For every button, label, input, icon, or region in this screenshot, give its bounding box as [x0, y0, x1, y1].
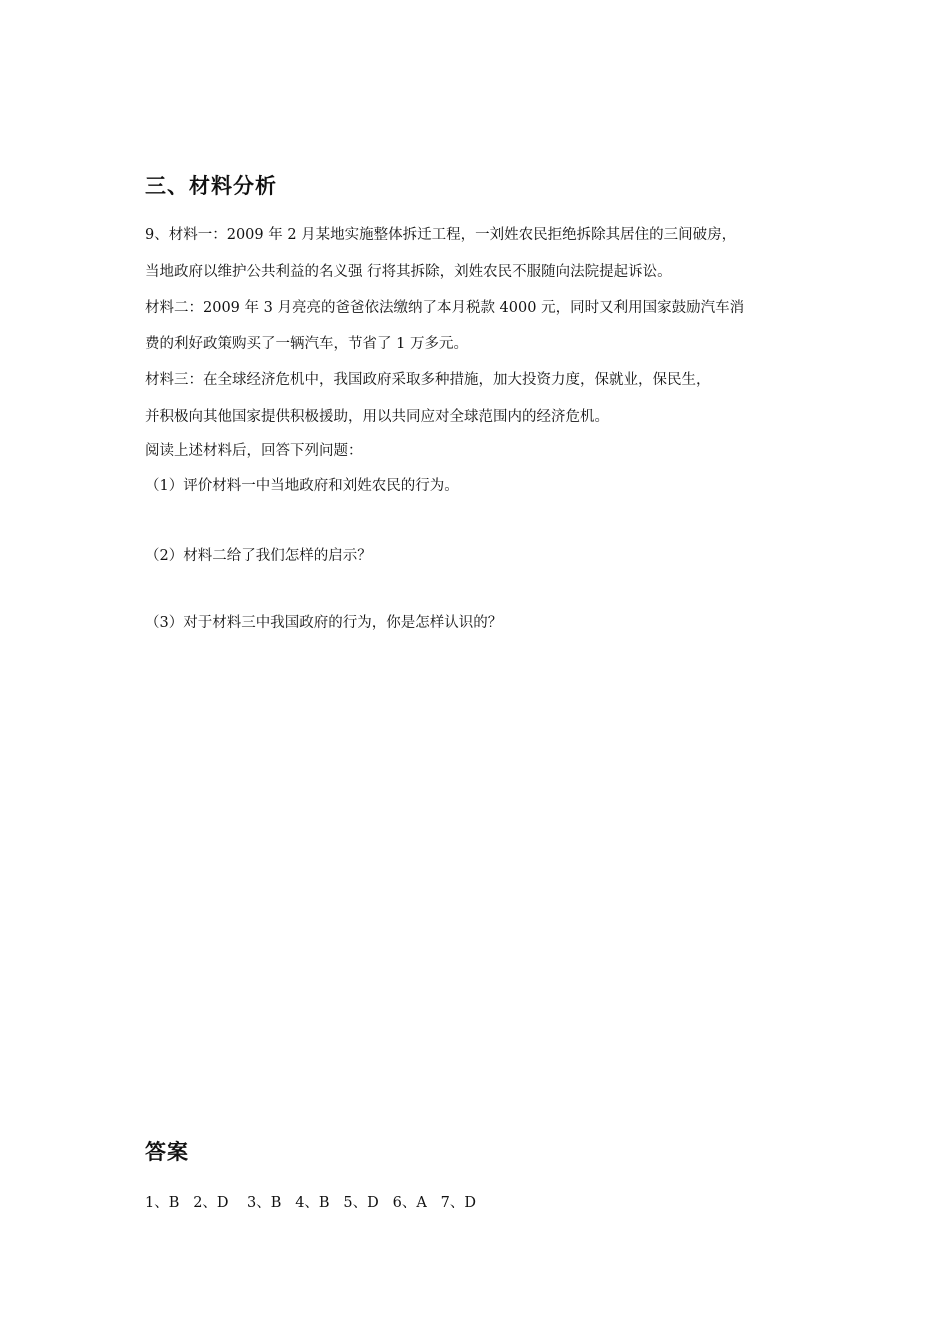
material-line-3: 材料二：2009 年 3 月亮亮的爸爸依法缴纳了本月税款 4000 元，同时又利用国家鼓励汽车消: [145, 300, 745, 316]
material-line-6: 并积极向其他国家提供积极援助，用以共同应对全球范围内的经济危机。: [145, 409, 609, 425]
material-line-1: 9、材料一：2009 年 2 月某地实施整体拆迁工程，一刘姓农民拒绝拆除其居住的三间破房，: [145, 227, 737, 243]
sub-question-1: （1）评价材料一中当地政府和刘姓农民的行为。: [145, 478, 459, 494]
sub-question-2: （2）材料二给了我们怎样的启示？: [145, 548, 372, 564]
section-title: 三、材料分析: [145, 174, 277, 198]
instruction-line: 阅读上述材料后，回答下列问题：: [145, 443, 363, 459]
answers-title: 答案: [145, 1140, 189, 1164]
answers-text: 1、B 2、D 3、B 4、B 5、D 6、A 7、D: [145, 1195, 476, 1211]
sub-question-3: （3）对于材料三中我国政府的行为，你是怎样认识的？: [145, 615, 503, 631]
material-line-2: 当地政府以维护公共利益的名义强 行将其拆除，刘姓农民不服随向法院提起诉讼。: [145, 264, 672, 280]
material-line-5: 材料三：在全球经济危机中，我国政府采取多种措施，加大投资力度，保就业，保民生，: [145, 372, 711, 388]
material-line-4: 费的利好政策购买了一辆汽车，节省了 1 万多元。: [145, 336, 468, 352]
